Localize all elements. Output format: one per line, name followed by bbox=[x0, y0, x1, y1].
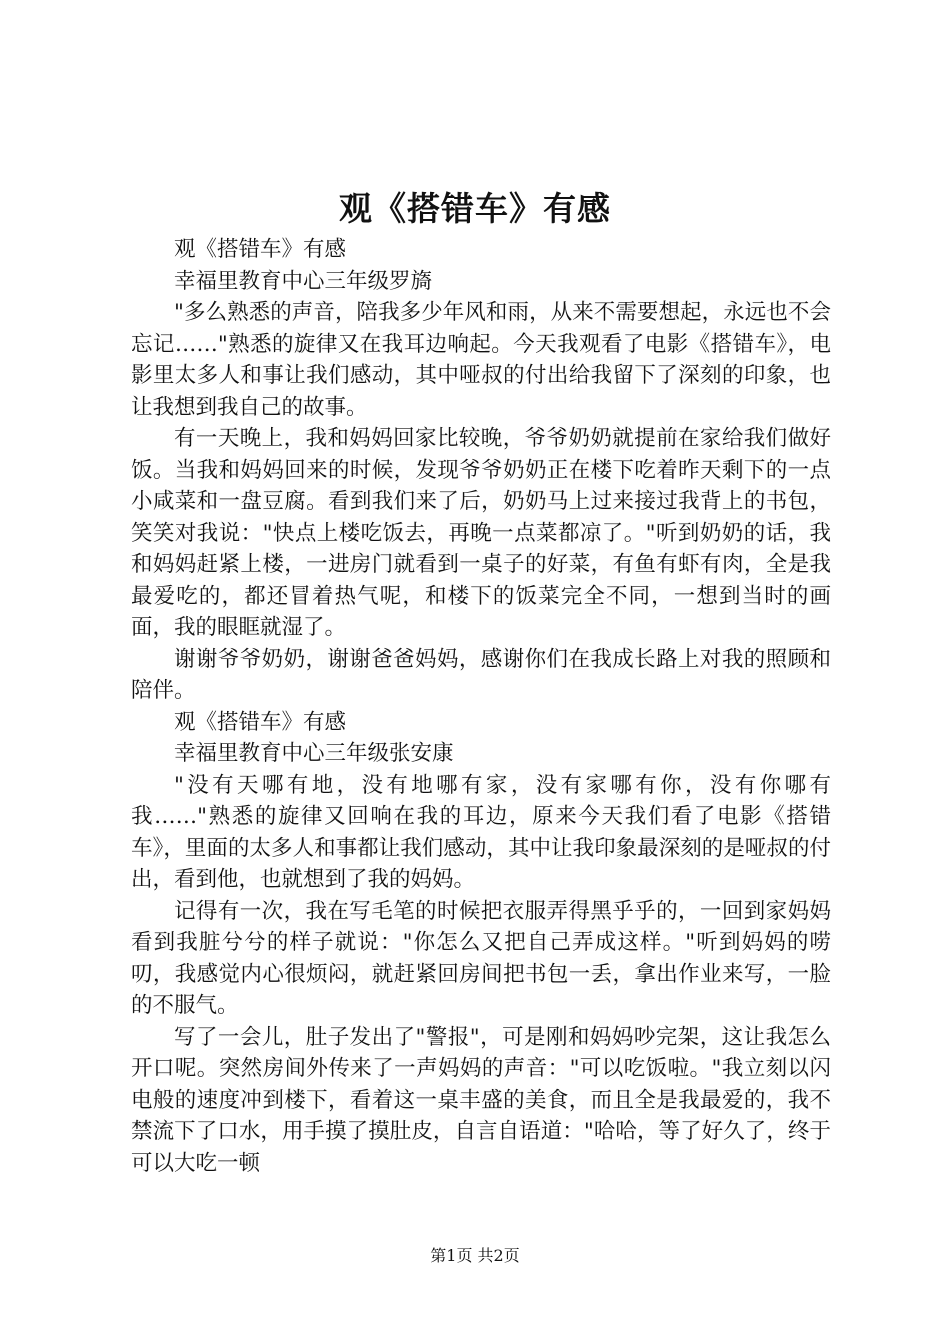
document-body bbox=[131, 234, 831, 1179]
paragraph: 谢谢爷爷奶奶，谢谢爸爸妈妈，感谢你们在我成长路上对我的照顾和陪伴。 bbox=[131, 646, 831, 703]
paragraph: 观《搭错车》有感 bbox=[174, 237, 347, 262]
paragraph: 写了一会儿，肚子发出了"警报"，可是刚和妈妈吵完架，这让我怎么开口呢。突然房间外传来了一声妈妈的声音："可以吃饭啦。"我立刻以闪电般的速度冲到楼下，看着这一桌丰盛的美食，而且全是我最爱的，我不禁流下了口水，用手摸了摸肚皮，自言自语道："哈哈，等了好久了，终于可以大吃一顿 bbox=[131, 1024, 831, 1176]
paragraph: "多么熟悉的声音，陪我多少年风和雨，从来不需要想起，永远也不会忘记……"熟悉的旋律又在我耳边响起。今天我观看了电影《搭错车》，电影里太多人和事让我们感动，其中哑叔的付出给我留下了深刻的印象，也让我想到我自己的故事。 bbox=[131, 300, 831, 420]
paragraph: 记得有一次，我在写毛笔的时候把衣服弄得黑乎乎的，一回到家妈妈看到我脏兮兮的样子就说："你怎么又把自己弄成这样。"听到妈妈的唠叨，我感觉内心很烦闷，就赶紧回房间把书包一丢，拿出作业来写，一脸的不服气。 bbox=[131, 898, 831, 1018]
paragraph: 观《搭错车》有感 bbox=[174, 709, 347, 735]
paragraph: 幸福里教育中心三年级张安康 bbox=[174, 741, 454, 766]
paragraph: 有一天晚上，我和妈妈回家比较晚，爷爷奶奶就提前在家给我们做好饭。当我和妈妈回来的时候，发现爷爷奶奶正在楼下吃着昨天剩下的一点小咸菜和一盘豆腐。看到我们来了后，奶奶马上过来接过我背上的书包，笑笑对我说："快点上楼吃饭去，再晚一点菜都凉了。"听到奶奶的话，我和妈妈赶紧上楼，一进房门就看到一桌子的好菜，有鱼有虾有肉，全是我最爱吃的，都还冒着热气呢，和楼下的饭菜完全不同，一想到当时的画面，我的眼眶就湿了。 bbox=[131, 426, 831, 640]
document-title: 观《搭错车》有感 bbox=[339, 189, 611, 228]
page-footer: 第1页 共2页 bbox=[430, 1246, 520, 1265]
paragraph: "没有天哪有地，没有地哪有家，没有家哪有你，没有你哪有我……"熟悉的旋律又回响在我的耳边，原来今天我们看了电影《搭错车》，里面的太多人和事都让我们感动，其中让我印象最深刻的是哑叔的付出，看到他，也就想到了我的妈妈。 bbox=[131, 772, 831, 892]
paragraph: 幸福里教育中心三年级罗旖 bbox=[174, 268, 433, 294]
